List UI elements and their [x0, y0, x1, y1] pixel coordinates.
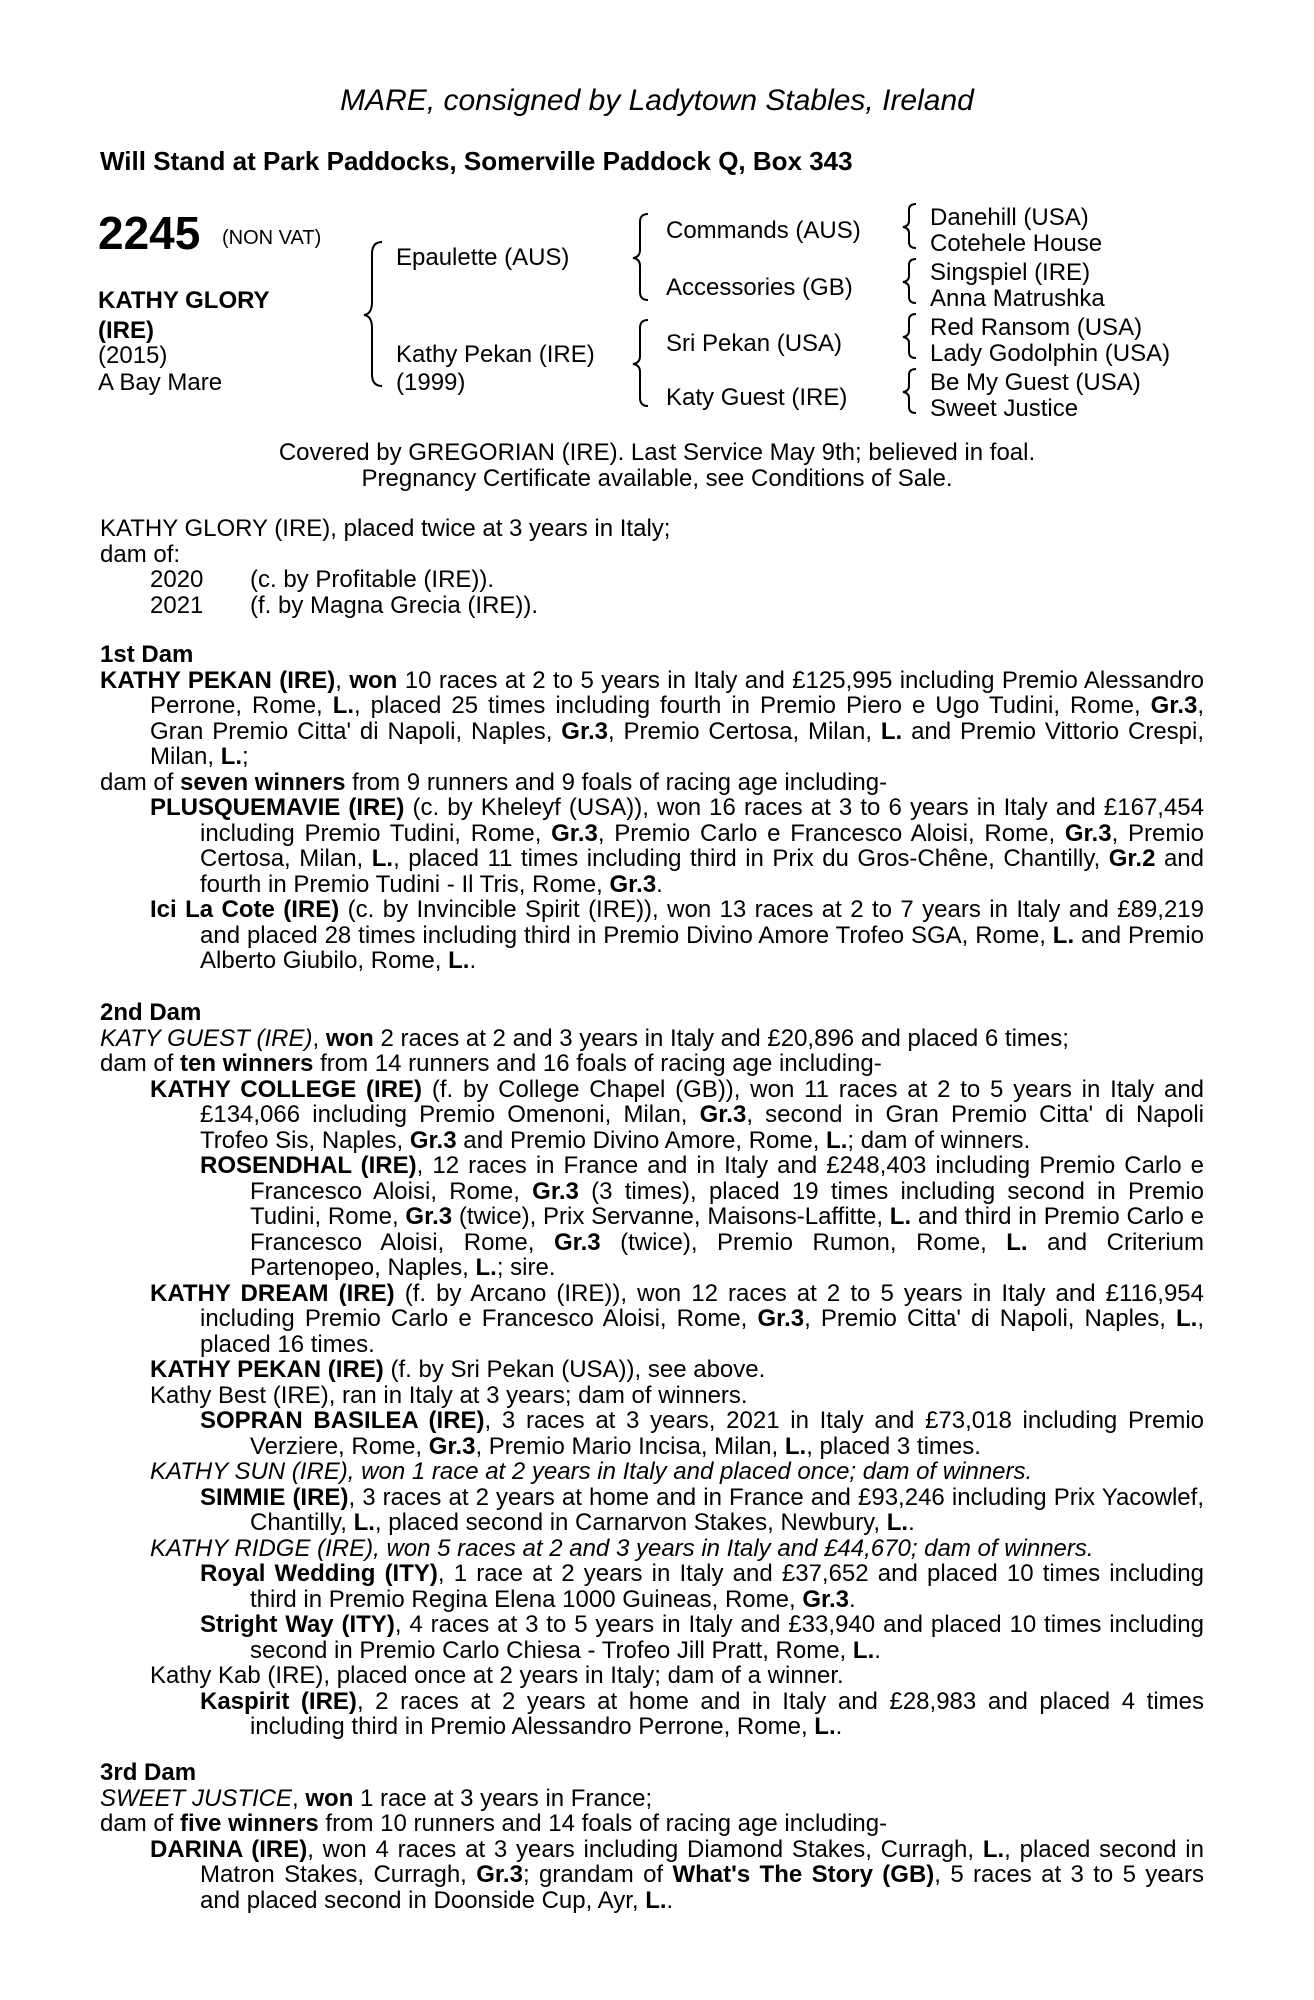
record-text: ; grandam of — [522, 1861, 673, 1888]
listed-label: L. — [645, 1886, 667, 1914]
second-dam-record: KATY GUEST (IRE), won 2 races at 2 and 3 years in Italy and £20,896 and placed 6 times; — [100, 1024, 1069, 1052]
record-text: , placed second in Carnarvon Stakes, Newbury, — [374, 1509, 887, 1536]
produce-name: KATHY COLLEGE (IRE) — [150, 1075, 423, 1103]
pedigree-dam-year: (1999) — [396, 369, 466, 396]
record-text: and fourth in Premio Tudini - Il Tris, Rome, — [200, 845, 1205, 898]
third-dam-record: SWEET JUSTICE, won 1 race at 3 years in France; — [100, 1784, 653, 1812]
pedigree-sire-sire: Commands (AUS) — [666, 217, 861, 244]
produce-entry: Kathy Kab (IRE), placed once at 2 years in Italy; dam of a winner. — [150, 1662, 844, 1689]
listed-label: L. — [371, 845, 394, 872]
pedigree-brace-g34 — [900, 257, 920, 305]
produce-name: Royal Wedding (ITY) — [200, 1560, 438, 1587]
record-text: dam of — [100, 1050, 181, 1077]
group-label: Gr.3 — [409, 1126, 457, 1154]
vat-status: (NON VAT) — [222, 227, 322, 249]
record-text: , Premio Citta' di Napoli, Naples, — [804, 1305, 1176, 1332]
produce-entry — [100, 897, 1204, 974]
listed-label: L. — [880, 717, 903, 745]
record-text: , won 4 races at 3 years including Diamond Stakes, Curragh, — [307, 1835, 983, 1863]
third-dam-name: SWEET JUSTICE — [100, 1784, 293, 1812]
record-text: . — [849, 1585, 856, 1613]
pedigree-brace-g12 — [900, 202, 920, 250]
record-text: from 10 runners and 14 foals of racing age including- — [318, 1810, 888, 1837]
pedigree-sire: Epaulette (AUS) — [396, 244, 570, 271]
consignor-line: MARE, consigned by Ladytown Stables, Ireland — [340, 84, 974, 117]
intro-block — [100, 516, 1204, 618]
record-text: 10 races at 2 to 5 years in Italy and £125,995 including Premio Alessandro Perrone, Rome, — [150, 666, 1204, 719]
pedigree-g2: Cotehele House — [930, 230, 1103, 257]
record-text: (f. by College Chapel (GB)), won 11 races at 2 to 5 years in Italy and £134,066 including Premio Omenoni, Milan, — [200, 1075, 1205, 1128]
pedigree-dam-dam: Katy Guest (IRE) — [666, 384, 848, 411]
group-label: Gr.3 — [1150, 692, 1198, 719]
pedigree-g4: Anna Matrushka — [930, 285, 1105, 312]
produce-entry: KATHY SUN (IRE), won 1 race at 2 years in Italy and placed once; dam of winners. — [150, 1458, 1033, 1485]
record-text: , Premio Carlo e Francesco Aloisi, Rome, — [597, 819, 1065, 847]
record-text: 1 race at 3 years in France; — [353, 1784, 653, 1812]
record-text: , Premio Certosa, Milan, — [200, 819, 1205, 872]
second-dam-produce-summary — [100, 1051, 1204, 1077]
record-text: , second in Gran Premio Citta' di Napoli Trofeo Sis, Naples, — [200, 1101, 1205, 1154]
record-text: , 12 races in France and in Italy and £248,403 including Premio Carlo e Francesco Aloisi, Rome, — [250, 1152, 1205, 1205]
record-text: (twice), Premio Rumon, Rome, — [600, 1228, 1007, 1256]
pedigree-brace-g78 — [900, 367, 920, 415]
third-dam-heading: 3rd Dam — [100, 1759, 197, 1786]
record-text: , 2 races at 2 years at home and in Italy and £28,983 and placed 4 times including third in Premio Alessandro Perrone, Rome, — [250, 1687, 1205, 1740]
record-text: . — [874, 1636, 881, 1664]
pedigree-g5: Red Ransom (USA) — [930, 314, 1143, 341]
record-text: and Premio Alberto Giubilo, Rome, — [200, 921, 1204, 974]
grand-produce-entry — [100, 1408, 1204, 1459]
pedigree-dam-sire: Sri Pekan (USA) — [666, 330, 843, 357]
record-text: , placed 3 times. — [806, 1432, 981, 1460]
first-dam-heading: 1st Dam — [100, 641, 194, 668]
intro-summary: KATHY GLORY (IRE), placed twice at 3 years in Italy; — [100, 515, 671, 542]
first-dam-produce-summary — [100, 770, 1204, 796]
listed-label: L. — [332, 692, 355, 719]
pedigree-brace-main — [360, 240, 390, 390]
second-dam-heading: 2nd Dam — [100, 999, 202, 1026]
record-text: , 1 race at 2 years in Italy and £37,652 and placed 10 times including third in Premio Regina Elena 1000 Guineas, Rome, — [250, 1560, 1204, 1613]
listed-label: L. — [982, 1835, 1005, 1863]
listed-label: L. — [1006, 1228, 1028, 1256]
third-dam-section — [100, 1760, 1204, 1913]
record-text: . — [469, 947, 477, 974]
group-label: Gr.3 — [802, 1585, 850, 1613]
record-text: , 4 races at 3 to 5 years in Italy and £33,940 and placed 10 times including second in Premio Carlo Chiesa - Trofeo Jill Pratt, Rome, — [250, 1611, 1204, 1664]
first-dam-name: KATHY PEKAN (IRE) — [100, 666, 336, 694]
produce-entry — [100, 1281, 1204, 1358]
group-label: Gr.3 — [609, 870, 657, 898]
record-text: , Premio Certosa, Milan, — [607, 717, 881, 745]
record-text: (3 times), placed 19 times including second in Premio Tudini, Rome, — [250, 1177, 1204, 1230]
record-text: ; sire. — [496, 1254, 556, 1281]
third-dam-produce-summary — [100, 1811, 1204, 1837]
group-label: Gr.3 — [532, 1177, 579, 1205]
record-text: , placed 16 times. — [200, 1305, 1204, 1358]
produce-name: DARINA (IRE) — [150, 1835, 308, 1863]
listed-label: L. — [1176, 1305, 1198, 1332]
record-text: from 9 runners and 9 foals of racing age including- — [345, 768, 888, 796]
produce-entry — [100, 1837, 1204, 1914]
record-text: . — [835, 1713, 843, 1740]
record-text: . — [908, 1509, 915, 1536]
listed-label: L. — [353, 1509, 375, 1536]
group-label: Gr.3 — [699, 1101, 747, 1128]
grand-produce-entry — [100, 1561, 1204, 1612]
winners-count: ten winners — [180, 1050, 314, 1077]
produce-entry — [100, 795, 1204, 897]
first-dam-section — [100, 642, 1204, 974]
produce-name: KATHY DREAM (IRE) — [150, 1279, 395, 1307]
horse-year: (2015) — [98, 342, 168, 369]
record-text: ; — [242, 743, 249, 770]
pedigree-g6: Lady Godolphin (USA) — [930, 340, 1171, 367]
pedigree-g7: Be My Guest (USA) — [930, 369, 1141, 396]
listed-label: L. — [784, 1432, 807, 1460]
winners-count: seven winners — [180, 768, 346, 796]
grand-produce-entry — [100, 1689, 1204, 1740]
record-text: and Criterium Partenopeo, Naples, — [250, 1228, 1204, 1281]
won-label: won — [325, 1024, 374, 1052]
produce-entry: KATHY RIDGE (IRE), won 5 races at 2 and 3 years in Italy and £44,670; dam of winners. — [150, 1534, 1094, 1562]
record-text: (twice), Prix Servanne, Maisons-Laffitte, — [452, 1203, 890, 1230]
record-text: and third in Premio Carlo e Francesco Aloisi, Rome, — [250, 1203, 1204, 1256]
record-text: , placed second in Matron Stakes, Curragh, — [200, 1835, 1204, 1888]
pedigree-g3: Singspiel (IRE) — [930, 259, 1091, 286]
record-text: ; dam of winners. — [847, 1126, 1031, 1154]
second-dam-name: KATY GUEST (IRE) — [100, 1024, 313, 1052]
produce-name: What's The Story (GB) — [672, 1861, 935, 1888]
horse-name-suffix: (IRE) — [98, 317, 154, 344]
produce-name: ROSENDHAL (IRE) — [200, 1152, 417, 1179]
record-text: from 14 runners and 16 foals of racing age including- — [313, 1050, 882, 1077]
pedigree-g8: Sweet Justice — [930, 395, 1079, 422]
second-dam-section — [100, 1000, 1204, 1740]
group-label: Gr.2 — [1108, 845, 1156, 872]
record-text: dam of — [100, 1810, 181, 1837]
record-text: dam of — [100, 768, 181, 796]
group-label: Gr.3 — [551, 819, 598, 847]
pedigree-dam: Kathy Pekan (IRE) — [396, 341, 595, 368]
listed-label: L. — [475, 1254, 497, 1281]
group-label: Gr.3 — [476, 1861, 523, 1888]
record-text: , 3 races at 3 years, 2021 in Italy and £73,018 including Premio Verziere, Rome, — [250, 1407, 1204, 1460]
record-text: (f. by Arcano (IRE)), won 12 races at 2 to 5 years in Italy and £116,954 including Premio Carlo e Francesco Aloisi, Rome, — [200, 1279, 1204, 1332]
produce-name: SOPRAN BASILEA (IRE) — [200, 1407, 485, 1434]
winners-count: five winners — [180, 1810, 319, 1837]
produce-name: KATHY PEKAN (IRE) — [150, 1356, 384, 1383]
pedigree-brace-dam — [630, 318, 654, 408]
pedigree-sire-dam: Accessories (GB) — [666, 274, 853, 301]
record-text: , Gran Premio Citta' di Napoli, Naples, — [150, 692, 1205, 745]
produce-name: Stright Way (ITY) — [200, 1611, 395, 1638]
record-text: and Premio Divino Amore, Rome, — [456, 1126, 827, 1154]
pedigree-brace-sire — [630, 212, 654, 302]
produce-name: Kaspirit (IRE) — [200, 1687, 357, 1715]
lot-number: 2245 — [98, 207, 201, 259]
won-label: won — [305, 1784, 354, 1812]
produce-year: 2021 — [150, 591, 204, 619]
group-label: Gr.3 — [757, 1305, 805, 1332]
listed-label: L. — [826, 1126, 848, 1154]
intro-dam-of: dam of: — [100, 540, 181, 568]
produce-text: (f. by Magna Grecia (IRE)). — [250, 591, 539, 619]
record-text: , 3 races at 2 years at home and in France and £93,246 including Prix Yacowlef, Chantilly, — [250, 1483, 1204, 1536]
won-label: won — [349, 666, 398, 694]
listed-label: L. — [852, 1636, 875, 1664]
listed-label: L. — [220, 743, 243, 770]
pedigree-g1: Danehill (USA) — [930, 204, 1089, 231]
produce-row — [150, 593, 1204, 619]
listed-label: L. — [814, 1713, 836, 1740]
produce-entry — [100, 1357, 1204, 1383]
horse-description: A Bay Mare — [98, 369, 223, 396]
record-text: , placed 11 times including third in Prix du Gros-Chêne, Chantilly, — [393, 845, 1109, 872]
grand-produce-entry — [100, 1485, 1204, 1536]
grand-produce-entry — [100, 1153, 1204, 1281]
record-text: , Premio Mario Incisa, Milan, — [475, 1432, 785, 1460]
first-dam-record: KATHY PEKAN (IRE), won 10 races at 2 to 5 years in Italy and £125,995 including Premio Alessandro Perrone, Rome, L., placed 25 times including fourth in Premio Piero e Ugo Tudini, Rome, Gr.3, Gran Premio Citta' di Napoli, Naples, Gr.3, Premio Certosa, Milan, L. and Premio Vittorio Crespi, Milan, L.; — [100, 666, 1205, 770]
stand-location: Will Stand at Park Paddocks, Somerville Paddock Q, Box 343 — [100, 146, 853, 176]
group-label: Gr.3 — [553, 1228, 601, 1256]
pedigree-brace-g56 — [900, 312, 920, 360]
produce-row — [150, 567, 1204, 593]
record-text: , 5 races at 3 to 5 years and placed second in Doonside Cup, Ayr, — [200, 1861, 1205, 1914]
record-text: (c. by Kheleyf (USA)), won 16 races at 3 to 6 years in Italy and £167,454 including Premio Tudini, Rome, — [200, 794, 1204, 847]
listed-label: L. — [1052, 921, 1075, 949]
record-text: . — [656, 870, 663, 898]
group-label: Gr.3 — [561, 717, 608, 745]
produce-year: 2020 — [150, 566, 204, 593]
record-text: 2 races at 2 and 3 years in Italy and £20,896 and placed 6 times; — [373, 1024, 1069, 1052]
listed-label: L. — [889, 1203, 912, 1230]
record-text: (f. by Sri Pekan (USA)), see above. — [383, 1356, 766, 1383]
record-text: and Premio Vittorio Crespi, Milan, — [150, 717, 1205, 770]
group-label: Gr.3 — [1064, 819, 1112, 847]
produce-entry: Kathy Best (IRE), ran in Italy at 3 years; dam of winners. — [150, 1381, 748, 1409]
produce-name: Ici La Cote (IRE) — [150, 896, 340, 923]
produce-name: PLUSQUEMAVIE (IRE) — [150, 794, 405, 821]
pregnancy-line: Pregnancy Certificate available, see Conditions of Sale. — [361, 465, 953, 492]
listed-label: L. — [886, 1509, 909, 1536]
group-label: Gr.3 — [428, 1432, 476, 1460]
horse-name: KATHY GLORY — [98, 287, 270, 314]
produce-entry — [100, 1077, 1204, 1154]
grand-produce-entry — [100, 1612, 1204, 1663]
produce-name: SIMMIE (IRE) — [200, 1483, 349, 1511]
listed-label: L. — [448, 947, 470, 974]
covered-line: Covered by GREGORIAN (IRE). Last Service May 9th; believed in foal. — [278, 439, 1036, 466]
produce-text: (c. by Profitable (IRE)). — [250, 566, 495, 593]
record-text: , placed 25 times including fourth in Premio Piero e Ugo Tudini, Rome, — [354, 692, 1151, 719]
record-text: (c. by Invincible Spirit (IRE)), won 13 races at 2 to 7 years in Italy and £89,219 and placed 28 times including third in Premio Divino Amore Trofeo SGA, Rome, — [200, 896, 1204, 949]
group-label: Gr.3 — [405, 1203, 453, 1230]
record-text: . — [666, 1886, 674, 1914]
